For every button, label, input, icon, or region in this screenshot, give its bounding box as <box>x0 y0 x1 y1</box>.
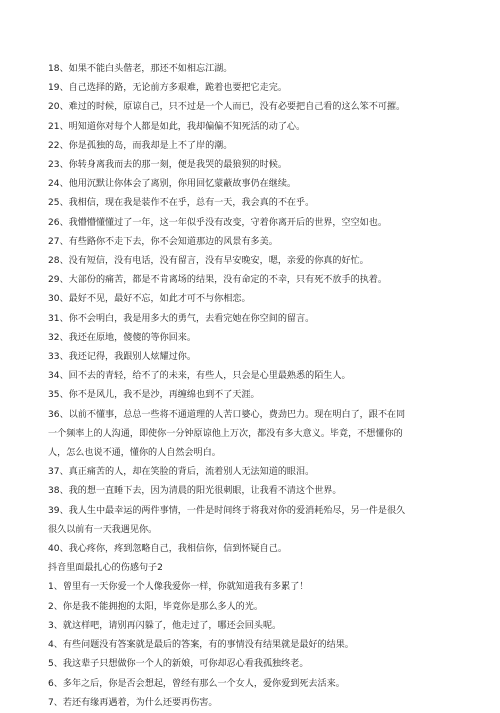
list-item: 3、就这样吧，请别再闪躲了，他走过了，哪还会回头呢。 <box>48 620 282 631</box>
list-item: 36、以前不懂事，总总一些将不通道理的人苦口婆心，费劲巴力。现在明白了，跟不在同 <box>48 409 406 420</box>
list-item-continuation: 很久以前有一天我遇见你。 <box>48 524 158 535</box>
list-item: 26、我懵懵懂懂过了一年，这一年似乎没有改变，守着你离开后的世界，空空如也。 <box>48 217 387 228</box>
list-item: 2、你是我不能拥抱的太阳，毕竟你是那么多人的光。 <box>48 601 263 612</box>
list-item: 33、我还记得，我跟别人炫耀过你。 <box>48 352 196 363</box>
list-item: 7、若还有缘再遇着，为什么还要再伤害。 <box>48 697 218 708</box>
list-item: 38、我的想一直睡下去，因为清晨的阳光很刺眼，让我看不清这个世界。 <box>48 486 342 497</box>
list-item: 6、多年之后，你是否会想起，曾经有那么一个女人，爱你爱到死去活来。 <box>48 678 345 689</box>
list-item: 1、曾里有一天你爱一个人像我爱你一样，你就知道我有多累了！ <box>48 582 309 593</box>
list-item: 21、明知道你对每个人都是如此，我却偏偏不知死活的动了心。 <box>48 121 306 132</box>
list-item: 5、我这辈子只想做你一个人的新娘，可你却忍心看我孤独终老。 <box>48 659 309 670</box>
list-item: 35、你不是风儿，我不是沙，再缠绵也到不了天涯。 <box>48 390 260 401</box>
list-item: 24、他用沉默让你体会了离别，你用回忆蒙蔽故事仍在继续。 <box>48 179 297 190</box>
list-item: 25、我相信，现在我是装作不在乎，总有一天，我会真的不在乎。 <box>48 198 315 209</box>
list-item: 18、如果不能白头偕老，那还不如相忘江湖。 <box>48 64 233 74</box>
list-item: 22、你是孤独的岛，而我却是上不了岸的潮。 <box>48 140 233 151</box>
list-item: 20、难过的时候，原谅自己，只不过是一个人而已，没有必要把自己看的这么笨不可摧。 <box>48 102 406 113</box>
list-item: 30、最好不见，最好不忘，如此才可不与你相恋。 <box>48 294 251 305</box>
section-heading: 抖音里面最扎心的伤感句子2 <box>48 563 163 574</box>
list-item: 4、有些问题没有答案就是最后的答案，有的事情没有结果就是最好的结果。 <box>48 640 354 651</box>
list-item: 37、真正痛苦的人，却在笑脸的背后，流着别人无法知道的眼泪。 <box>48 467 315 478</box>
list-item: 31、你不会明白，我是用多大的勇气，去看完她在你空间的留言。 <box>48 313 315 324</box>
list-item: 40、我心疼你，疼到忽略自己，我相信你，信到怀疑自己。 <box>48 544 287 555</box>
list-item: 34、回不去的青轻，给不了的未来，有些人，只会是心里最熟悉的陌生人。 <box>48 371 351 382</box>
list-item: 23、你转身离我而去的那一刻，便是我哭的最狼狈的时候。 <box>48 160 287 171</box>
list-item-continuation: 人，怎么也说不通，懂你的人自然会明白。 <box>48 448 221 459</box>
list-item-continuation: 一个频率上的人沟通，即使你一分钟原谅他上万次，都没有多大意义。毕竟，不想懂你的 <box>48 428 403 439</box>
list-item: 27、有些路你不走下去，你不会知道那边的风景有多美。 <box>48 236 278 247</box>
list-item: 32、我还在原地，傻傻的等你回来。 <box>48 332 196 343</box>
list-item: 19、自己选择的路，无论前方多艰难，跪着也要把它走完。 <box>48 83 287 94</box>
list-item: 39、我人生中最幸运的两件事情，一件是时间终于将我对你的爱消耗殆尽，另一件是很久 <box>48 505 406 516</box>
list-item: 29、大部份的痛苦，都是不肯离场的结果，没有命定的不幸，只有死不放手的执着。 <box>48 275 387 286</box>
list-item: 28、没有短信，没有电话，没有留言，没有早安晚安，嗯，亲爱的你真的好忙。 <box>48 256 369 267</box>
